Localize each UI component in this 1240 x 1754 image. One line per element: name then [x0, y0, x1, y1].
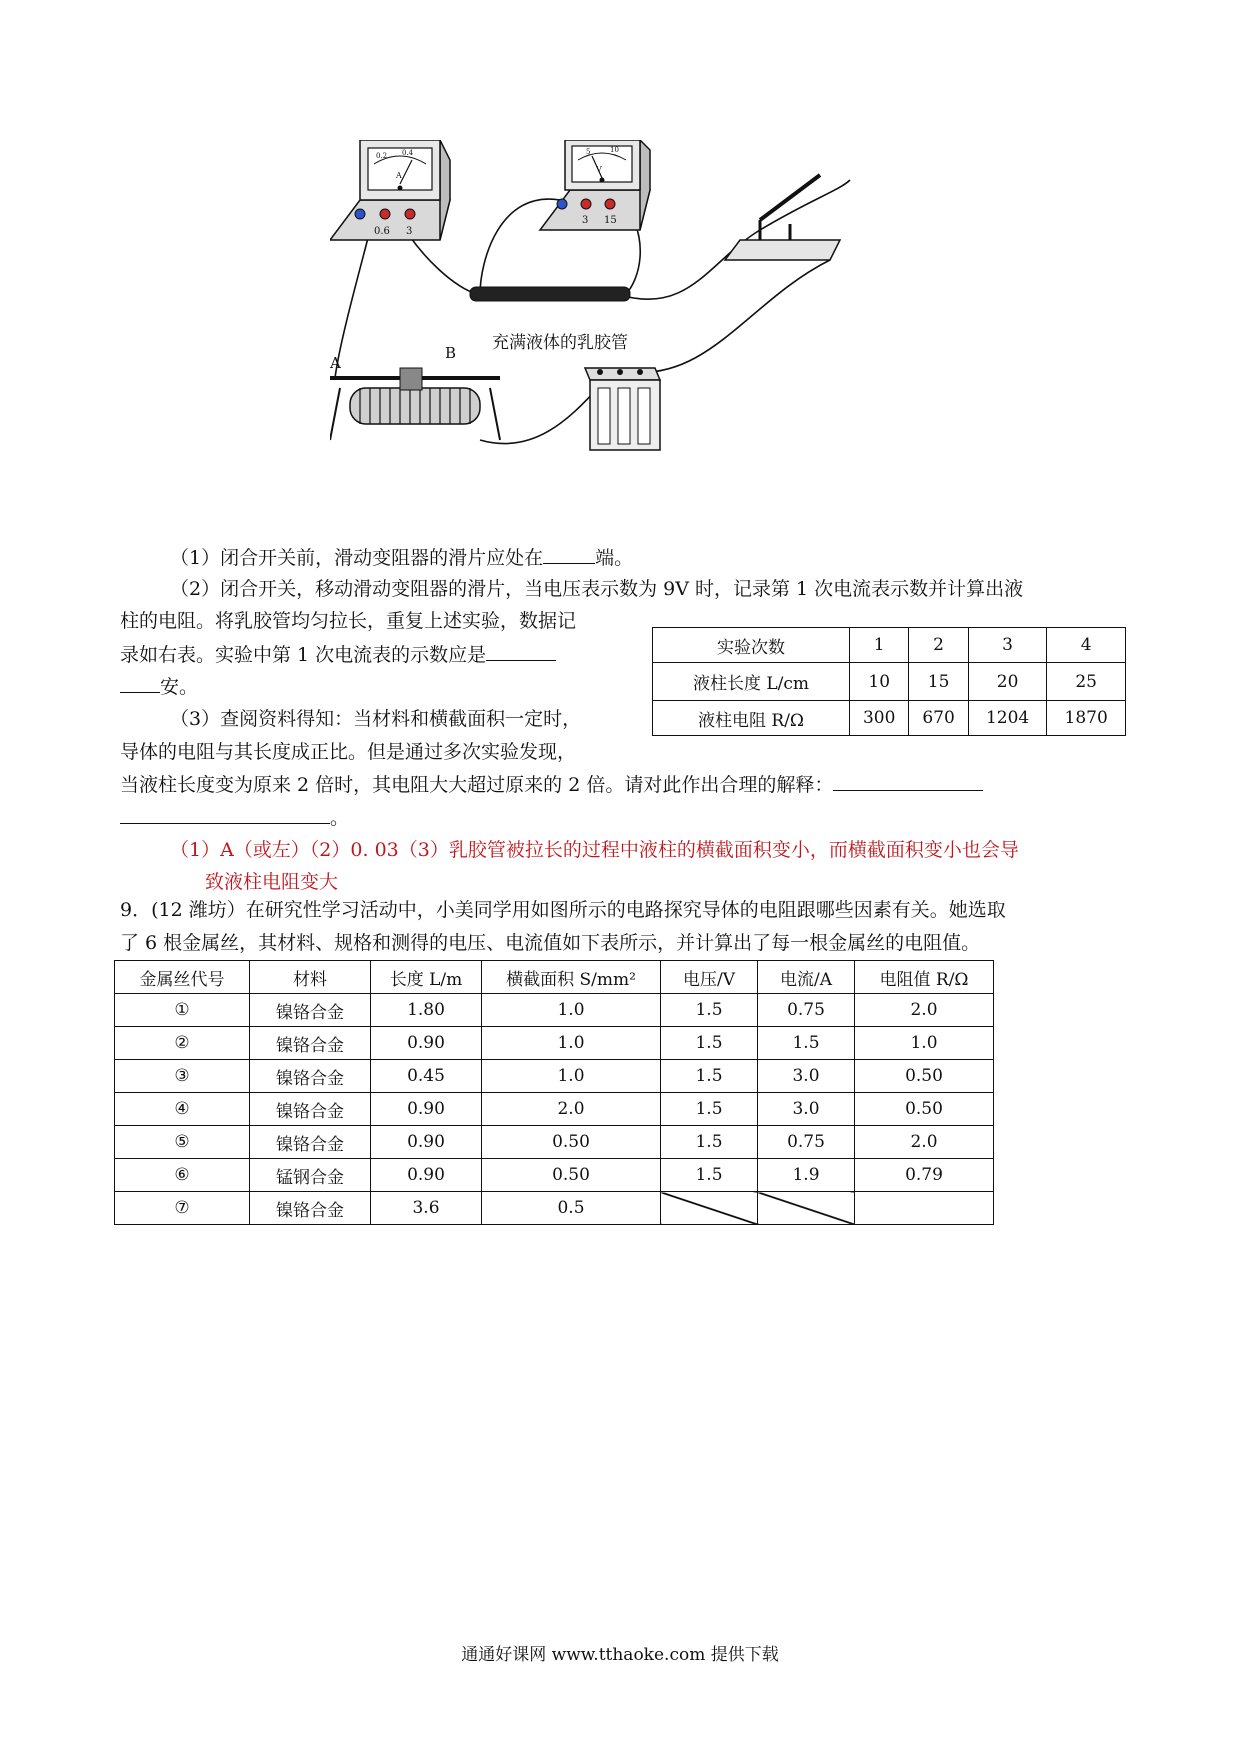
table-header-cell: 电阻值 R/Ω: [855, 961, 994, 994]
circuit-diagram: [330, 140, 950, 510]
voltmeter-terminal-3: 3: [582, 215, 589, 226]
table-cell: 670: [909, 701, 968, 736]
ammeter-scale-1: 0.2: [376, 152, 388, 160]
table-cell: 15: [909, 663, 968, 701]
table-row: [653, 628, 1126, 663]
table-cell: ⑦: [115, 1192, 250, 1225]
table-header-cell: 长度 L/m: [371, 961, 482, 994]
ammeter-scale-2: 0.4: [402, 149, 414, 157]
table-cell: 1.5: [661, 1126, 758, 1159]
table-cell: 1: [850, 628, 909, 663]
table-row: [115, 1093, 994, 1126]
battery-icon: [585, 368, 660, 450]
table-cell-empty-diagonal: [661, 1192, 758, 1225]
table-cell: 1.0: [482, 1027, 661, 1060]
table-row: [115, 1027, 994, 1060]
q8-part2-line1: （2）闭合开关，移动滑动变阻器的滑片，当电压表示数为 9V 时，记录第 1 次电流表示数并计算出液: [170, 578, 1024, 600]
table-cell: 1.5: [661, 1060, 758, 1093]
table-cell: 2.0: [855, 1126, 994, 1159]
table-cell: 2: [909, 628, 968, 663]
table-cell: 1.5: [661, 1159, 758, 1192]
table-cell: 锰钢合金: [250, 1159, 371, 1192]
q8-part2-line3: 录如右表。实验中第 1 次电流表的示数应是: [120, 640, 556, 669]
table-row: [115, 1192, 994, 1225]
q8-part2-line4: 安。: [120, 672, 198, 701]
table-cell: 1.80: [371, 994, 482, 1027]
table-cell-empty-diagonal: [758, 1192, 855, 1225]
table-cell: 0.5: [482, 1192, 661, 1225]
table-cell-empty: [855, 1192, 994, 1225]
table-cell: 1204: [968, 701, 1047, 736]
table-row: [115, 1126, 994, 1159]
ammeter-symbol: A: [396, 171, 402, 180]
table-header-row: [115, 961, 994, 994]
table-cell: 0.75: [758, 994, 855, 1027]
table-header-cell: 电流/A: [758, 961, 855, 994]
table-cell: 1.0: [482, 1060, 661, 1093]
rheostat-terminal-a: A: [330, 354, 341, 372]
q8-part2-line2: 柱的电阻。将乳胶管均匀拉长，重复上述实验，数据记: [120, 610, 577, 632]
table-row: [653, 663, 1126, 701]
table-cell: 20: [968, 663, 1047, 701]
table-header-cell: 金属丝代号: [115, 961, 250, 994]
voltmeter-scale-5: 5: [586, 148, 591, 156]
q9-line2: 了 6 根金属丝，其材料、规格和测得的电压、电流值如下表所示，并计算出了每一根金属丝的电阻值。: [120, 932, 981, 954]
table-cell: 镍铬合金: [250, 1027, 371, 1060]
table-cell: 4: [1047, 628, 1126, 663]
table-cell: 1.5: [661, 994, 758, 1027]
table-cell: ⑥: [115, 1159, 250, 1192]
tube-label: 充满液体的乳胶管: [492, 333, 628, 353]
page-footer: 通通好课网 www.tthaoke.com 提供下载: [461, 1645, 779, 1665]
answer-blank-1[interactable]: [543, 543, 595, 564]
voltmeter-symbol: V: [596, 165, 602, 174]
table-cell: ①: [115, 994, 250, 1027]
ammeter-icon: [330, 140, 450, 240]
voltmeter-scale-10: 10: [610, 146, 619, 154]
table-cell: 10: [850, 663, 909, 701]
table-row: [115, 994, 994, 1027]
answer-blank-2-cont[interactable]: [120, 672, 160, 693]
table-cell: 0.90: [371, 1027, 482, 1060]
q8-part3-line3: 当液柱长度变为原来 2 倍时，其电阻大大超过原来的 2 倍。请对此作出合理的解释：: [120, 770, 983, 799]
table-cell: 1.9: [758, 1159, 855, 1192]
q8-answer-line1: （1）A（或左）（2）0. 03（3）乳胶管被拉长的过程中液柱的横截面积变小，而横截面积变小也会导: [170, 839, 1019, 861]
table-row: [653, 701, 1126, 736]
table-header-cell: 材料: [250, 961, 371, 994]
table-cell: 300: [850, 701, 909, 736]
table-cell: 25: [1047, 663, 1126, 701]
table-cell: 实验次数: [653, 628, 850, 663]
table-row: [115, 1159, 994, 1192]
table-cell: ②: [115, 1027, 250, 1060]
table-cell: ⑤: [115, 1126, 250, 1159]
ammeter-terminal-06: 0.6: [374, 226, 390, 237]
table-cell: 0.79: [855, 1159, 994, 1192]
answer-blank-3-cont[interactable]: [120, 803, 330, 824]
table-cell: 0.90: [371, 1126, 482, 1159]
table-cell: 1.5: [661, 1027, 758, 1060]
q8-data-table: [652, 627, 1126, 736]
table-cell: 液柱电阻 R/Ω: [653, 701, 850, 736]
voltmeter-icon: [540, 140, 650, 230]
table-header-cell: 横截面积 S/mm²: [482, 961, 661, 994]
table-cell: 0.50: [855, 1060, 994, 1093]
table-cell: 1.0: [855, 1027, 994, 1060]
table-cell: 1870: [1047, 701, 1126, 736]
table-cell: 0.50: [482, 1159, 661, 1192]
table-cell: 3.0: [758, 1093, 855, 1126]
table-cell: 镍铬合金: [250, 1126, 371, 1159]
q8-part1: （1）闭合开关前，滑动变阻器的滑片应处在 端。: [170, 543, 633, 572]
rheostat-terminal-b: B: [445, 344, 457, 362]
table-cell: 0.45: [371, 1060, 482, 1093]
q8-part3-line1: （3）查阅资料得知：当材料和横截面积一定时，: [170, 708, 582, 730]
answer-blank-3[interactable]: [833, 770, 983, 791]
table-cell: 1.5: [758, 1027, 855, 1060]
table-cell: 2.0: [855, 994, 994, 1027]
latex-tube-icon: [470, 287, 630, 301]
answer-blank-2[interactable]: [486, 640, 556, 661]
table-cell: 镍铬合金: [250, 1060, 371, 1093]
table-header-cell: 电压/V: [661, 961, 758, 994]
table-cell: 3.6: [371, 1192, 482, 1225]
q8-part3-line4: 。: [120, 803, 349, 832]
table-cell: ③: [115, 1060, 250, 1093]
q9-data-table: [114, 960, 994, 1225]
table-cell: 0.90: [371, 1159, 482, 1192]
q9-line1: 9．(12 潍坊）在研究性学习活动中，小美同学用如图所示的电路探究导体的电阻跟哪些因素有关。她选取: [120, 899, 1006, 921]
voltmeter-terminal-15: 15: [604, 215, 617, 226]
q8-part3-line2: 导体的电阻与其长度成正比。但是通过多次实验发现，: [120, 741, 577, 763]
table-cell: 液柱长度 L/cm: [653, 663, 850, 701]
q8-answer-line2: 致液柱电阻变大: [205, 871, 339, 893]
table-cell: 1.0: [482, 994, 661, 1027]
table-cell: 镍铬合金: [250, 1093, 371, 1126]
table-cell: 0.50: [482, 1126, 661, 1159]
ammeter-terminal-3: 3: [406, 226, 413, 237]
table-cell: 镍铬合金: [250, 1192, 371, 1225]
table-cell: 0.50: [855, 1093, 994, 1126]
table-cell: 镍铬合金: [250, 994, 371, 1027]
table-row: [115, 1060, 994, 1093]
table-cell: 0.75: [758, 1126, 855, 1159]
table-cell: 3.0: [758, 1060, 855, 1093]
table-cell: 3: [968, 628, 1047, 663]
rheostat-icon: [330, 368, 500, 440]
table-cell: ④: [115, 1093, 250, 1126]
table-cell: 0.90: [371, 1093, 482, 1126]
table-cell: 1.5: [661, 1093, 758, 1126]
table-cell: 2.0: [482, 1093, 661, 1126]
